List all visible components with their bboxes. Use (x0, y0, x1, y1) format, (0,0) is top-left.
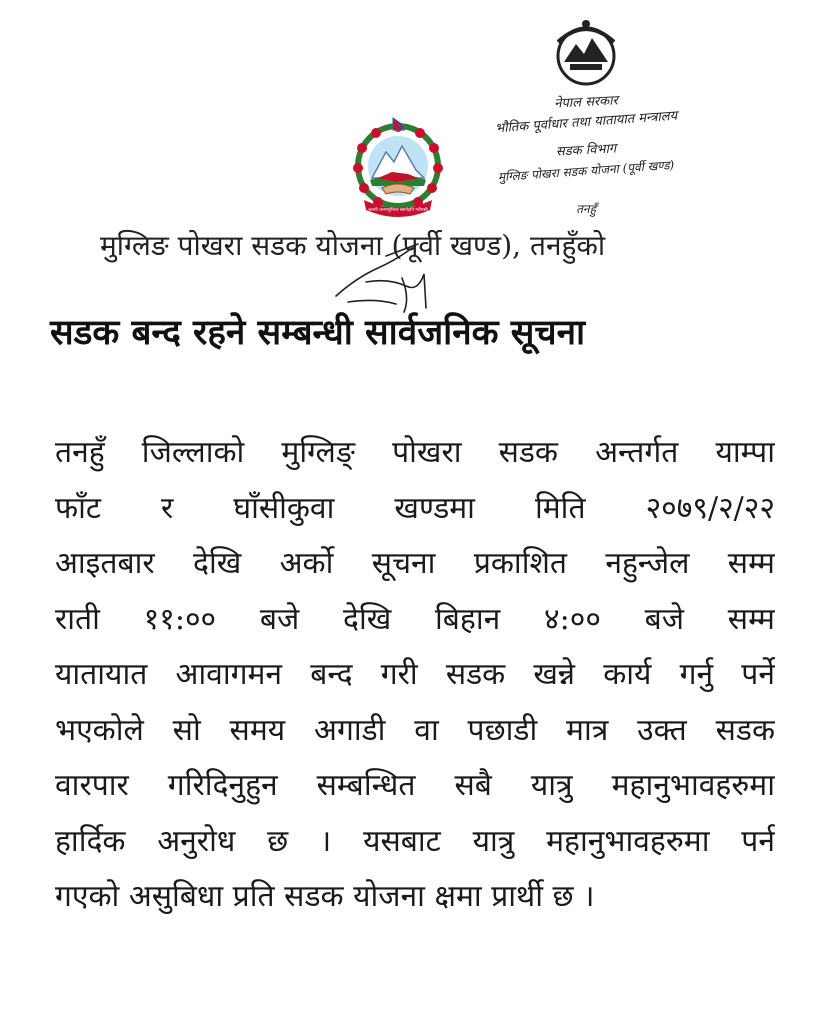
body-line: आइतबार देखि अर्को सूचना प्रकाशित नहुन्जेल सम्म (55, 546, 775, 581)
body-line: यातायात आवागमन बन्द गरी सडक खन्ने कार्य गर्नु पर्ने (55, 657, 775, 692)
stamp-line-4: मुग्लिङ पोखरा सडक योजना (पूर्वी खण्ड) (497, 157, 675, 185)
body-line: भएकोले सो समय अगाडी वा पछाडी मात्र उक्त सडक (55, 712, 775, 748)
body-line: वारपार गरिदिनुहुन सम्बन्धित सबै यात्रु महानुभावहरुमा (55, 768, 775, 803)
office-name: मुग्लिङ पोखरा सडक योजना (पूर्वी खण्ड), तनहुँको (100, 229, 606, 262)
nepal-emblem-logo (346, 116, 450, 220)
office-stamp (452, 12, 720, 222)
body-line: तनहुँ जिल्लाको मुग्लिङ् पोखरा सडक अन्तर्गत याम्पा (55, 435, 775, 470)
body-line: फाँट र घाँसीकुवा खण्डमा मिति २०७९/२/२२ (55, 490, 775, 526)
body-line: राती ११:०० बजे देखि बिहान ४:०० बजे सम्म (55, 601, 775, 637)
emblem-motto: जननी जन्मभूमिश्च स्वर्गादपि गरीयसी (368, 208, 428, 213)
stamp-line-5: तनहुँ (576, 202, 596, 216)
notice-title: सडक बन्द रहने सम्बन्धी सार्वजनिक सूचना (50, 312, 586, 353)
notice-body (55, 425, 775, 925)
stamp-line-3: सडक विभाग (555, 141, 617, 160)
stamp-line-2: भौतिक पूर्वाधार तथा यातायात मन्त्रालय (494, 108, 678, 137)
stamp-line-1: नेपाल सरकार (553, 93, 619, 112)
signature (326, 238, 446, 318)
body-line: गएको असुबिधा प्रति सडक योजना क्षमा प्रार्थी छ । (55, 879, 595, 914)
body-line: हार्दिक अनुरोध छ । यसबाट यात्रु महानुभावहरुमा पर्न (55, 823, 775, 859)
